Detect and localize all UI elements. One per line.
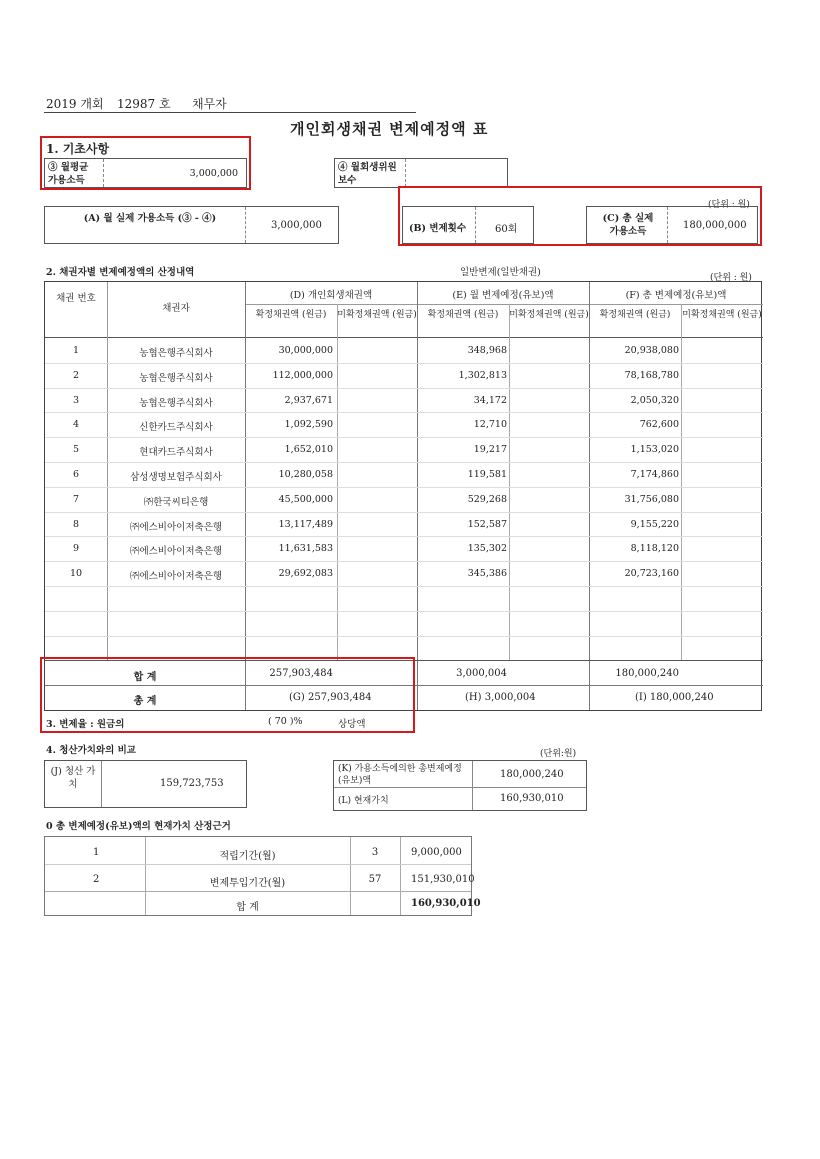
cell-no: 4: [72, 419, 80, 431]
pv-total-amount: 160,930,010: [411, 898, 481, 909]
f-confirmed-header: 확정채권액 (원금): [599, 310, 671, 320]
j-box: [44, 760, 247, 808]
a-box: [44, 206, 339, 244]
table-row: [45, 611, 763, 637]
cell-d: 45,500,000: [278, 493, 333, 505]
pv-row1-months: 3: [371, 847, 379, 858]
creditor-table: [44, 281, 762, 711]
total-g: (G) 257,903,484: [289, 692, 372, 703]
section5-heading: 0 총 변제예정(유보)액의 현재가치 산정근거: [46, 821, 231, 832]
j-value: 159,723,753: [160, 778, 224, 789]
cell-f: 78,168,780: [624, 369, 679, 381]
pv-row2-months: 57: [368, 874, 382, 885]
f-unconfirmed-header: 미확정채권액 (원금): [682, 310, 762, 320]
table-row: [45, 388, 763, 414]
header-underline: [44, 112, 416, 113]
subtotal-e: 3,000,004: [456, 668, 507, 679]
a-value: 3,000,000: [271, 220, 322, 231]
cell-no: 8: [72, 518, 80, 530]
l-label: (L) 현재가치: [338, 796, 389, 806]
cell-f: 20,723,160: [624, 568, 679, 580]
pv-row1-label: 적립기간(월): [219, 851, 276, 862]
cell-d: 2,937,671: [284, 394, 333, 406]
table-row: [45, 412, 763, 438]
group-f-header: (F) 총 변제예정(유보)액: [625, 290, 727, 301]
cell-f: 8,118,120: [630, 543, 679, 555]
cell-e: 152,587: [467, 518, 507, 530]
d-unconfirmed-header: 미확정채권액 (원금): [337, 310, 417, 320]
cell-f: 762,600: [639, 419, 679, 431]
cell-no: 7: [72, 493, 80, 505]
cell-no: 2: [72, 369, 80, 381]
cell-f: 9,155,220: [630, 518, 679, 530]
cell-e: 529,268: [467, 493, 507, 505]
col-no-header: 채권 번호: [56, 293, 96, 304]
table-row: [45, 487, 763, 513]
cell-creditor: 현대카드주식회사: [139, 447, 213, 459]
section3-text-c: 상당액: [338, 719, 366, 730]
subtotal-label: 합 계: [133, 672, 157, 683]
section1-heading: 1. 기초사항: [46, 142, 110, 156]
c-value: 180,000,000: [683, 220, 747, 231]
table-row: [45, 363, 763, 389]
section4-unit: (단위:원): [540, 749, 577, 759]
cell-creditor: ㈜에스비아이저축은행: [129, 521, 223, 533]
cell-e: 12,710: [473, 419, 507, 431]
j-label: (J) 청산 가치: [50, 766, 96, 790]
cell-e: 345,386: [467, 568, 507, 580]
table-row: [45, 586, 763, 612]
cell-no: 3: [72, 394, 80, 406]
section1-unit: (단위 : 원): [708, 200, 750, 210]
pv-row2-no: 2: [93, 874, 100, 885]
trustee-fee-label: ④ 월회생위원 보수: [338, 162, 397, 186]
cell-d: 10,280,058: [278, 469, 333, 480]
cell-f: 1,153,020: [630, 444, 679, 456]
party-label: 채무자: [192, 97, 227, 111]
cell-no: 1: [72, 345, 80, 356]
cell-f: 31,756,080: [624, 493, 679, 505]
section2-heading: 2. 채권자별 변제예정액의 산정내역: [46, 267, 195, 278]
cell-e: 119,581: [467, 469, 507, 480]
section3-text-a: 3. 변제율 : 원금의: [46, 719, 125, 730]
cell-f: 7,174,860: [630, 469, 679, 480]
cell-d: 11,631,583: [278, 543, 333, 555]
highlight-basic-info: [40, 136, 251, 190]
pv-row1-amount: 9,000,000: [411, 847, 462, 858]
cell-creditor: 농협은행주식회사: [139, 372, 213, 384]
pv-row1-no: 1: [93, 847, 100, 858]
cell-d: 30,000,000: [278, 345, 333, 356]
table-row: [45, 338, 763, 364]
table-row: [45, 512, 763, 538]
cell-no: 10: [69, 568, 83, 580]
present-value-table: [44, 836, 481, 916]
trustee-fee-box: [334, 158, 508, 188]
subtotal-d: 257,903,484: [269, 668, 333, 679]
cell-d: 13,117,489: [278, 518, 333, 530]
highlight-sum-rate: [40, 657, 415, 733]
k-label: (K) 가용소득에의한 총변제예정(유보)액: [338, 764, 462, 786]
cell-creditor: 신한카드주식회사: [139, 422, 213, 434]
highlight-totals: [398, 186, 762, 246]
cell-d: 1,092,590: [284, 419, 333, 431]
group-d-header: (D) 개인회생채권액: [289, 290, 373, 301]
d-confirmed-header: 확정채권액 (원금): [255, 310, 327, 320]
section4-heading: 4. 청산가치와의 비교: [46, 745, 136, 756]
cell-f: 2,050,320: [630, 394, 679, 406]
table-row: [45, 437, 763, 463]
table-row: [45, 536, 763, 562]
cell-no: 6: [72, 469, 80, 480]
k-value: 180,000,240: [500, 769, 564, 780]
cell-no: 9: [72, 543, 80, 555]
cell-no: 5: [72, 444, 80, 456]
b-label: (B) 변제횟수: [409, 223, 467, 234]
case-year: 2019 개회: [46, 97, 104, 111]
group-e-header: (E) 월 변제예정(유보)액: [452, 290, 554, 301]
cell-f: 20,938,080: [624, 345, 679, 356]
cell-creditor: 농협은행주식회사: [139, 397, 213, 409]
cell-creditor: 삼성생명보험주식회사: [130, 472, 222, 483]
cell-creditor: ㈜에스비아이저축은행: [129, 546, 223, 558]
pv-row2-amount: 151,930,010: [411, 874, 475, 885]
cell-creditor: ㈜에스비아이저축은행: [129, 571, 223, 583]
cell-d: 112,000,000: [272, 369, 333, 381]
section2-note: 일반변제(일반채권): [460, 267, 541, 278]
cell-e: 135,302: [467, 543, 507, 555]
cell-e: 348,968: [467, 345, 507, 356]
avg-income-label: ③ 월평균 가용소득: [48, 162, 89, 186]
cell-e: 1,302,813: [458, 369, 507, 381]
cell-d: 1,652,010: [284, 444, 333, 456]
avg-income-value: 3,000,000: [189, 168, 238, 179]
col-creditor-header: 채권자: [162, 303, 190, 314]
pv-row2-label: 변제투입기간(월): [209, 878, 286, 889]
c-label: (C) 총 실제 가용소득: [602, 213, 654, 237]
cell-e: 19,217: [473, 444, 507, 456]
subtotal-f: 180,000,240: [615, 668, 679, 679]
cell-creditor: 농협은행주식회사: [139, 348, 213, 359]
page-title: 개인회생채권 변제예정액 표: [290, 120, 489, 138]
e-unconfirmed-header: 미확정채권액 (원금): [509, 310, 589, 320]
cell-creditor: ㈜한국씨티은행: [143, 496, 209, 508]
kl-box: [333, 760, 587, 811]
cell-e: 34,172: [473, 394, 507, 406]
section3-rate: ( 70 )%: [268, 716, 303, 727]
l-value: 160,930,010: [500, 793, 564, 804]
cell-d: 29,692,083: [278, 568, 333, 580]
a-label: (A) 월 실제 가용소득 (③ - ④): [83, 213, 217, 224]
e-confirmed-header: 확정채권액 (원금): [427, 310, 499, 320]
pv-total-label: 합 계: [236, 902, 259, 913]
section2-unit: (단위 : 원): [710, 273, 752, 283]
total-label: 총 계: [133, 696, 157, 707]
table-row: [45, 462, 763, 488]
total-h: (H) 3,000,004: [465, 692, 536, 703]
total-i: (I) 180,000,240: [635, 692, 714, 703]
b-value: 60회: [495, 224, 518, 235]
table-row: [45, 561, 763, 587]
case-number: 12987 호: [117, 97, 171, 111]
